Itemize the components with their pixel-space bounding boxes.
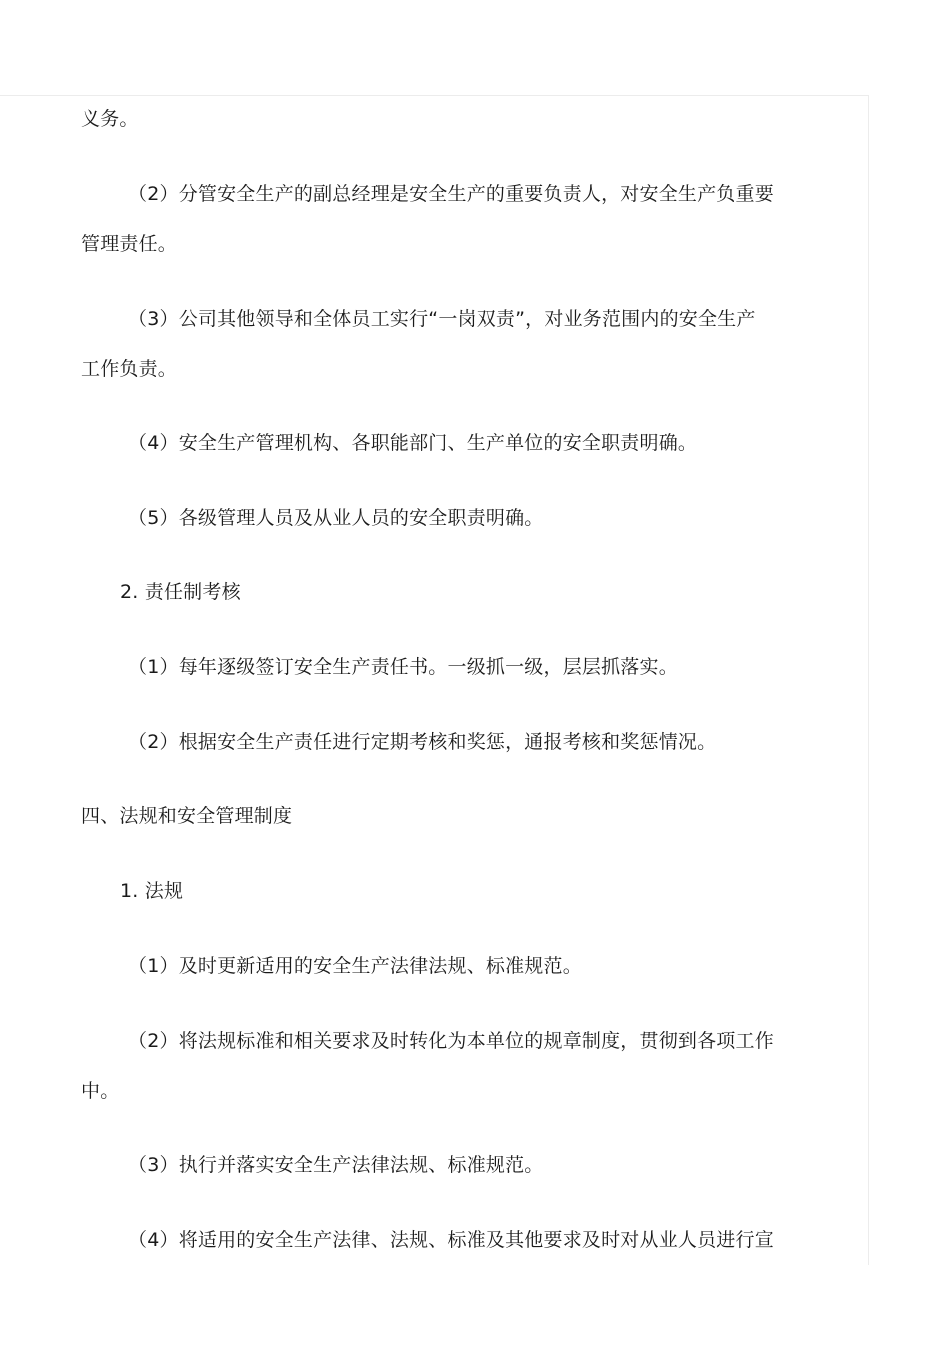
- chapter-heading: 四、法规和安全管理制度: [81, 805, 293, 827]
- text-line: 管理责任。: [81, 233, 178, 255]
- section-heading: 2. 责任制考核: [120, 581, 241, 603]
- text-line: （4）将适用的安全生产法律、法规、标准及其他要求及时对从业人员进行宣: [128, 1229, 774, 1251]
- text-line: （2）分管安全生产的副总经理是安全生产的重要负责人，对安全生产负重要: [128, 183, 774, 205]
- text-line: 中。: [81, 1080, 120, 1102]
- section-heading: 1. 法规: [120, 880, 184, 902]
- text-line: （1）及时更新适用的安全生产法律法规、标准规范。: [128, 955, 582, 977]
- text-line: （4）安全生产管理机构、各职能部门、生产单位的安全职责明确。: [128, 432, 698, 454]
- text-line: （2）根据安全生产责任进行定期考核和奖惩，通报考核和奖惩情况。: [128, 731, 717, 753]
- text-line: （2）将法规标准和相关要求及时转化为本单位的规章制度，贯彻到各项工作: [128, 1030, 774, 1052]
- text-line: （1）每年逐级签订安全生产责任书。一级抓一级，层层抓落实。: [128, 656, 678, 678]
- text-line: （5）各级管理人员及从业人员的安全职责明确。: [128, 507, 544, 529]
- text-line: 工作负责。: [81, 358, 178, 380]
- text-line: （3）公司其他领导和全体员工实行“一岗双责”，对业务范围内的安全生产: [128, 308, 756, 330]
- page-frame: [0, 95, 869, 1265]
- text-line: 义务。: [81, 108, 139, 130]
- text-line: （3）执行并落实安全生产法律法规、标准规范。: [128, 1154, 544, 1176]
